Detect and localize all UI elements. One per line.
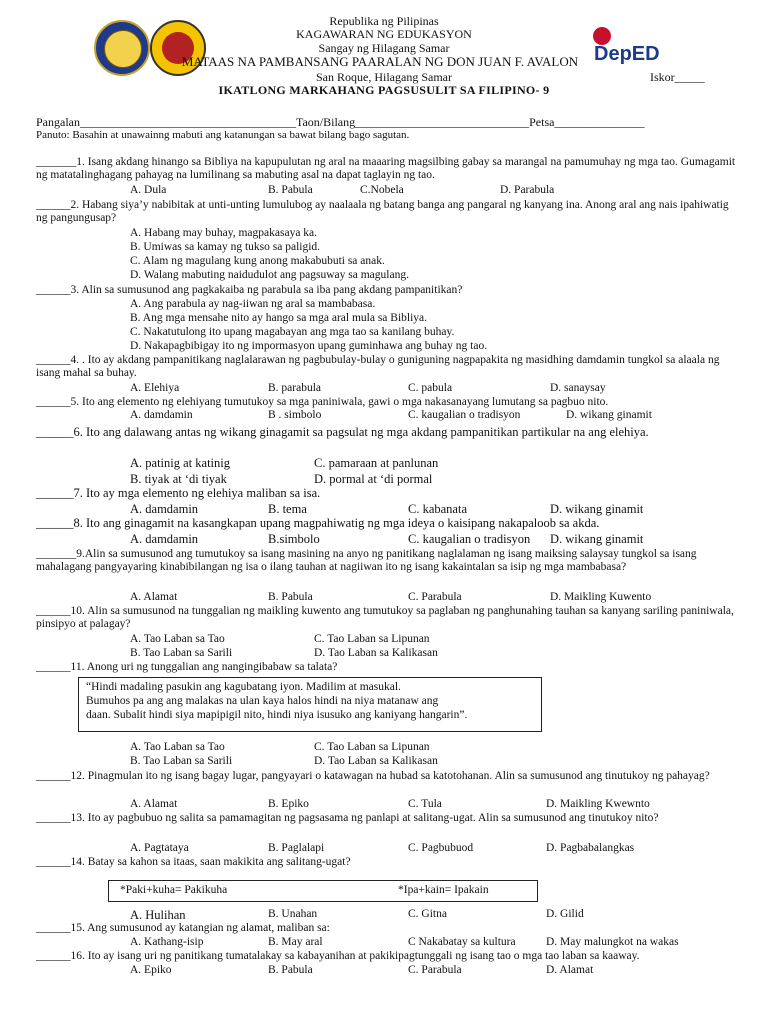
q8-option-b[interactable]: B.simbolo [268,532,320,546]
q12-option-d[interactable]: D. Maikling Kwewnto [546,798,650,810]
q7-option-c[interactable]: C. kabanata [408,502,468,516]
q3-option-a[interactable]: A. Ang parabula ay nag-iiwan ng aral sa mambabasa. [130,298,376,310]
question-8: ______8. Ito ang ginagamit na kasangkapan upang magpahiwatig ng mga ideya o kaisipang nakapaloob sa akda. [36,516,600,530]
q13-option-b[interactable]: B. Paglalapi [268,842,325,854]
exam-title: IKATLONG MARKAHANG PAGSUSULIT SA FILIPINO- 9 [218,83,550,97]
q15-option-b[interactable]: B. May aral [268,936,323,948]
header-kagawaran: KAGAWARAN NG EDUKASYON [296,27,472,41]
q4-option-c[interactable]: C. pabula [408,382,453,394]
q4-option-a[interactable]: A. Elehiya [130,382,180,394]
question-16: ______16. Ito ay isang uri ng panitikang tumatalakay sa kabayanihan at pakikipagtunggali ng isang tao o mga tao laban sa kaaway. [36,950,640,962]
question-6: ______6. Ito ang dalawang antas ng wikang ginagamit sa pagsulat ng mga akdang pampanitikan partikular na ang elehiya. [36,425,649,439]
q8-option-d[interactable]: D. wikang ginamit [550,532,644,546]
question-2: ______2. Habang siya’y nabibitak at unti-unting lumulubog ay naalaala ng batang banga ang pangaral ng kanyang ina. Anong aral ang nais ipahiwatig ng pangungusap? [36,199,729,224]
svg-text:DepED: DepED [594,43,660,65]
passage-line-1: “Hindi madaling pasukin ang kagubatang iyon. Madilim at masukal. [86,681,401,693]
header-address: San Roque, Hilagang Samar [316,70,452,84]
q1-option-c[interactable]: C.Nobela [360,184,404,196]
q10-option-d[interactable]: D. Tao Laban sa Kalikasan [314,647,438,659]
q15-option-c[interactable]: C Nakabatay sa kultura [408,936,516,948]
header-sangay: Sangay ng Hilagang Samar [318,41,450,55]
passage-line-3: daan. Subalit hindi siya mapipigil nito, hindi niya isusuko ang kaniyang hangarin”. [86,709,468,721]
q11-option-c[interactable]: C. Tao Laban sa Lipunan [314,741,430,753]
question-11: ______11. Anong uri ng tunggalian ang nangingibabaw sa talata? [36,661,338,673]
q9-option-a[interactable]: A. Alamat [130,591,178,603]
question-13: ______13. Ito ay pagbubuo ng salita sa pamamagitan ng pagsasama ng panlapi at salitang-ugat. Alin sa sumusunod ang tinutukoy nito? [36,812,659,824]
q3-option-d[interactable]: D. Nakapagbibigay ito ng impormasyon upang guminhawa ang buhay ng tao. [130,340,488,352]
q16-option-c[interactable]: C. Parabula [408,964,462,976]
q9-option-b[interactable]: B. Pabula [268,591,313,603]
q2-option-a[interactable]: A. Habang may buhay, magpakasaya ka. [130,227,318,239]
q9-option-c[interactable]: C. Parabula [408,591,462,603]
q12-option-b[interactable]: B. Epiko [268,798,309,810]
question-3: ______3. Alin sa sumusunod ang pagkakaiba ng parabula sa iba pang akdang pampanitikan? [36,284,463,296]
question-10: ______10. Alin sa sumusunod na tunggalian ng maikling kuwento ang tumutukoy sa paglaban ng panghunahing tauhan sa kanyang sariling paniniwala, pinsipyo at palagay? [36,605,734,630]
q8-option-c[interactable]: C. kaugalian o tradisyon [408,532,531,546]
q2-option-c[interactable]: C. Alam ng magulang kung anong makabubuti sa anak. [130,255,385,267]
q12-option-c[interactable]: C. Tula [408,798,442,810]
q7-option-b[interactable]: B. tema [268,502,307,516]
q7-option-d[interactable]: D. wikang ginamit [550,502,644,516]
q5-option-c[interactable]: C. kaugalian o tradisyon [408,409,521,421]
q6-option-c[interactable]: C. pamaraan at panlunan [314,456,439,470]
q14-option-a[interactable]: A. Hulihan [130,908,186,922]
q16-option-d[interactable]: D. Alamat [546,964,594,976]
q11-option-a[interactable]: A. Tao Laban sa Tao [130,741,225,753]
q3-option-b[interactable]: B. Ang mga mensahe nito ay hango sa mga aral mula sa Bibliya. [130,312,428,324]
q5-option-a[interactable]: A. damdamin [130,409,193,421]
q2-option-b[interactable]: B. Umiwas sa kamay ng tukso sa paligid. [130,241,321,253]
question-9: _______9.Alin sa sumusunod ang tumutukoy sa isang masining na anyo ng panitikang naglalaman ng isang maiksing salaysay tungkol sa isang mahalagang pangyayaring kinabibilangan ng isa o ilang tauhan at nagiiwan ito ng isang kakaintalan sa isip ng mga mambabasa? [36,548,697,573]
q4-option-b[interactable]: B. parabula [268,382,322,394]
q2-option-d[interactable]: D. Walang mabuting naidudulot ang pagsuway sa magulang. [130,269,409,281]
q13-option-a[interactable]: A. Pagtataya [130,842,189,854]
q14-option-b[interactable]: B. Unahan [268,908,318,920]
question-1: _______1. Isang akdang hinango sa Bibliya na kapupulutan ng aral na maaaring magsilbing gabay sa marangal na pamumuhay ng mga tao. Gumagamit ng matatalinghagang pahayag na lumilinang sa mabuting asal na dapat taglayin ng tao. [36,156,736,181]
q4-option-d[interactable]: D. sanaysay [550,382,606,394]
box-example-2: *Ipa+kain= Ipakain [398,884,489,896]
iskor-field[interactable]: Iskor_____ [650,70,705,84]
header-school: MATAAS NA PAMBANSANG PAARALAN NG DON JUAN F. AVALON [181,54,579,69]
question-4: ______4. . Ito ay akdang pampanitikang naglalarawan ng pagbubulay-bulay o guniguning nagpapakita ng masidhing damdamin tungkol sa alaala ng isang mahal sa buhay. [36,354,720,379]
question-7: ______7. Ito ay mga elemento ng elehiya maliban sa isa. [36,486,321,500]
instructions: Panuto: Basahin at unawainng mabuti ang katanungan sa bawat bilang bago sagutan. [36,129,410,141]
passage-line-2: Bumuhos pa ang ang malakas na ulan kaya halos hindi na niya matanaw ang [86,695,439,707]
q16-option-a[interactable]: A. Epiko [130,964,172,976]
q14-option-d[interactable]: D. Gilid [546,908,584,920]
q1-option-d[interactable]: D. Parabula [500,184,555,196]
q6-option-b[interactable]: B. tiyak at ‘di tiyak [130,472,227,486]
q5-option-d[interactable]: D. wikang ginamit [566,409,652,421]
q10-option-a[interactable]: A. Tao Laban sa Tao [130,633,225,645]
q6-option-d[interactable]: D. pormal at ‘di pormal [314,472,433,486]
q10-option-c[interactable]: C. Tao Laban sa Lipunan [314,633,430,645]
q14-option-c[interactable]: C. Gitna [408,908,447,920]
q15-option-a[interactable]: A. Kathang-isip [130,936,204,948]
q8-option-a[interactable]: A. damdamin [130,532,199,546]
header-republika: Republika ng Pilipinas [329,14,439,28]
q6-option-a[interactable]: A. patinig at katinig [130,456,230,470]
q16-option-b[interactable]: B. Pabula [268,964,313,976]
q1-option-b[interactable]: B. Pabula [268,184,313,196]
q12-option-a[interactable]: A. Alamat [130,798,178,810]
question-14: ______14. Batay sa kahon sa itaas, saan makikita ang salitang-ugat? [36,856,351,868]
student-info-fields[interactable]: Pangalan____________________________________Taon/Bilang_____________________________Petsa_______________ [36,115,645,129]
box-example-1: *Paki+kuha= Pakikuha [120,884,228,896]
q9-option-d[interactable]: D. Maikling Kuwento [550,591,652,603]
q11-option-d[interactable]: D. Tao Laban sa Kalikasan [314,755,438,767]
q3-option-c[interactable]: C. Nakatutulong ito upang magabayan ang mga tao sa kanilang buhay. [130,326,455,338]
q5-option-b[interactable]: B . simbolo [268,409,322,421]
q13-option-c[interactable]: C. Pagbubuod [408,842,474,854]
q10-option-b[interactable]: B. Tao Laban sa Sarili [130,647,233,659]
question-15: ______15. Ang sumusunod ay katangian ng alamat, maliban sa: [36,922,330,934]
q13-option-d[interactable]: D. Pagbabalangkas [546,842,635,854]
question-12: ______12. Pinagmulan ito ng isang bagay lugar, pangyayari o katawagan na hubad sa katotohanan. Alin sa sumusunod ang tinutukoy ng pahayag? [36,770,710,782]
question-5: ______5. Ito ang elemento ng elehiyang tumutukoy sa mga paniniwala, gawi o mga nakasanayang lumutang sa pagbuo nito. [36,396,609,408]
q11-option-b[interactable]: B. Tao Laban sa Sarili [130,755,233,767]
q15-option-d[interactable]: D. May malungkot na wakas [546,936,679,948]
q7-option-a[interactable]: A. damdamin [130,502,199,516]
q1-option-a[interactable]: A. Dula [130,184,167,196]
